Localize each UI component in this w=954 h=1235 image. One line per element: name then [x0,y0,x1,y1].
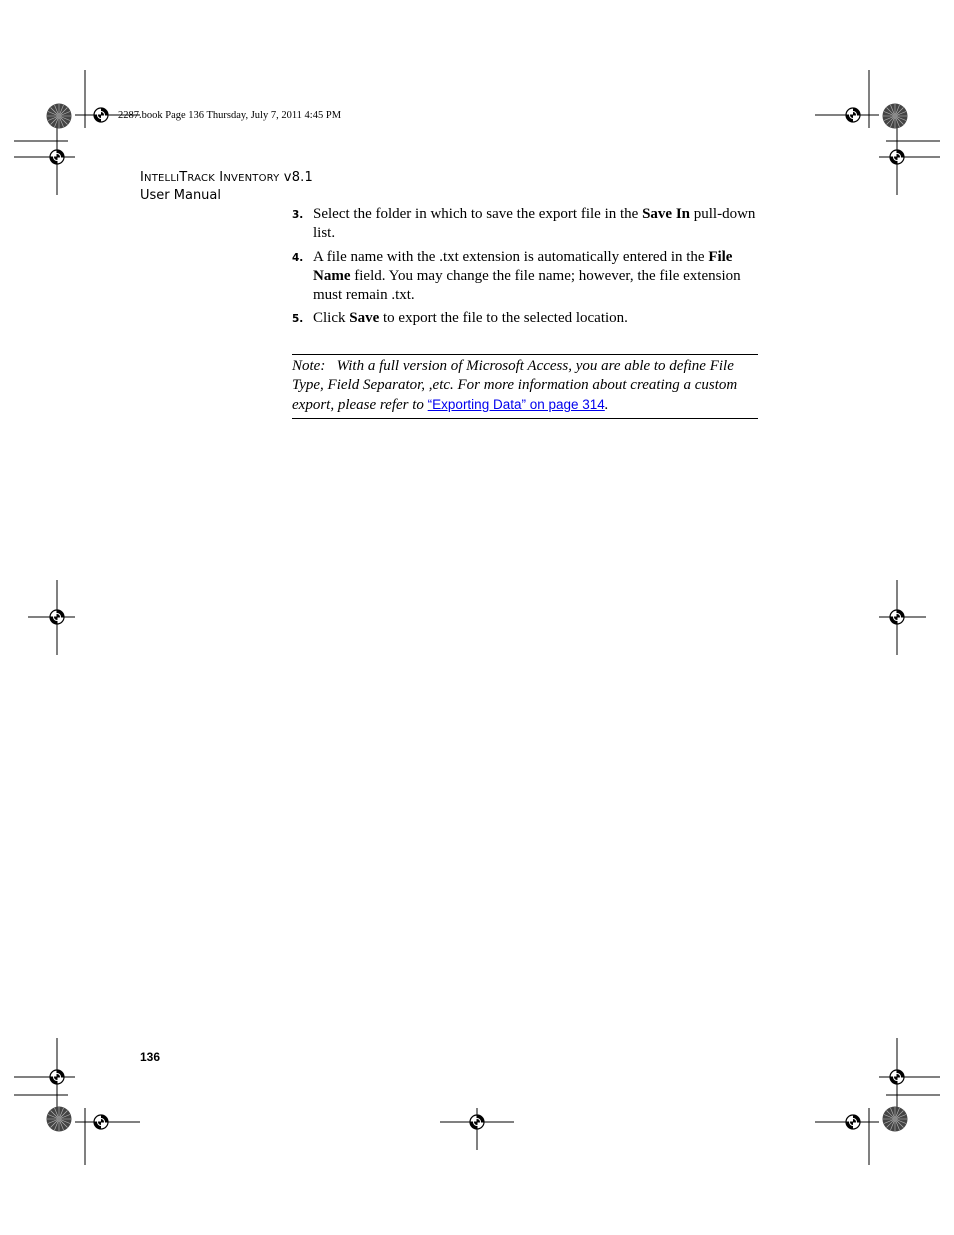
ui-term: Save [349,310,380,327]
step-list [292,205,762,333]
step-item: 5. Click Save to export the file to the selected location. [292,309,762,328]
ui-term: Save In [642,206,690,222]
step-item: 4. A file name with the .txt extension is automatically entered in the File Name field. You may change the file name; however, the file extension must remain .txt. [292,248,741,304]
cross-reference-link[interactable]: “Exporting Data” on page 314 [427,397,605,412]
step-number: 4. [292,251,304,264]
running-header-title: INTELLITRACK INVENTORY v8.1 [140,170,313,185]
ui-term: File Name [313,248,733,284]
note-label: Note: [292,358,326,374]
note-text: With a full version of Microsoft Access, you are able to define File Type, Field Separator, ,etc. For more information about creating a custom export, please refer to [292,358,738,413]
step-number: 5. [292,313,304,326]
print-slug: 2287.book Page 136 Thursday, July 7, 2011 4:45 PM [118,110,342,121]
step-item: 3. Select the folder in which to save the export file in the Save In pull-down list. [292,206,756,242]
note-box: Note: With a full version of Microsoft Access, you are able to define File Type, Field Separator, ,etc. For more information about creating a custom export, please refer to “Exporting Data” on page 314. [292,354,758,419]
running-header-subtitle: User Manual [140,188,222,203]
step-number: 3. [292,209,304,221]
page-number: 136 [140,1050,161,1064]
